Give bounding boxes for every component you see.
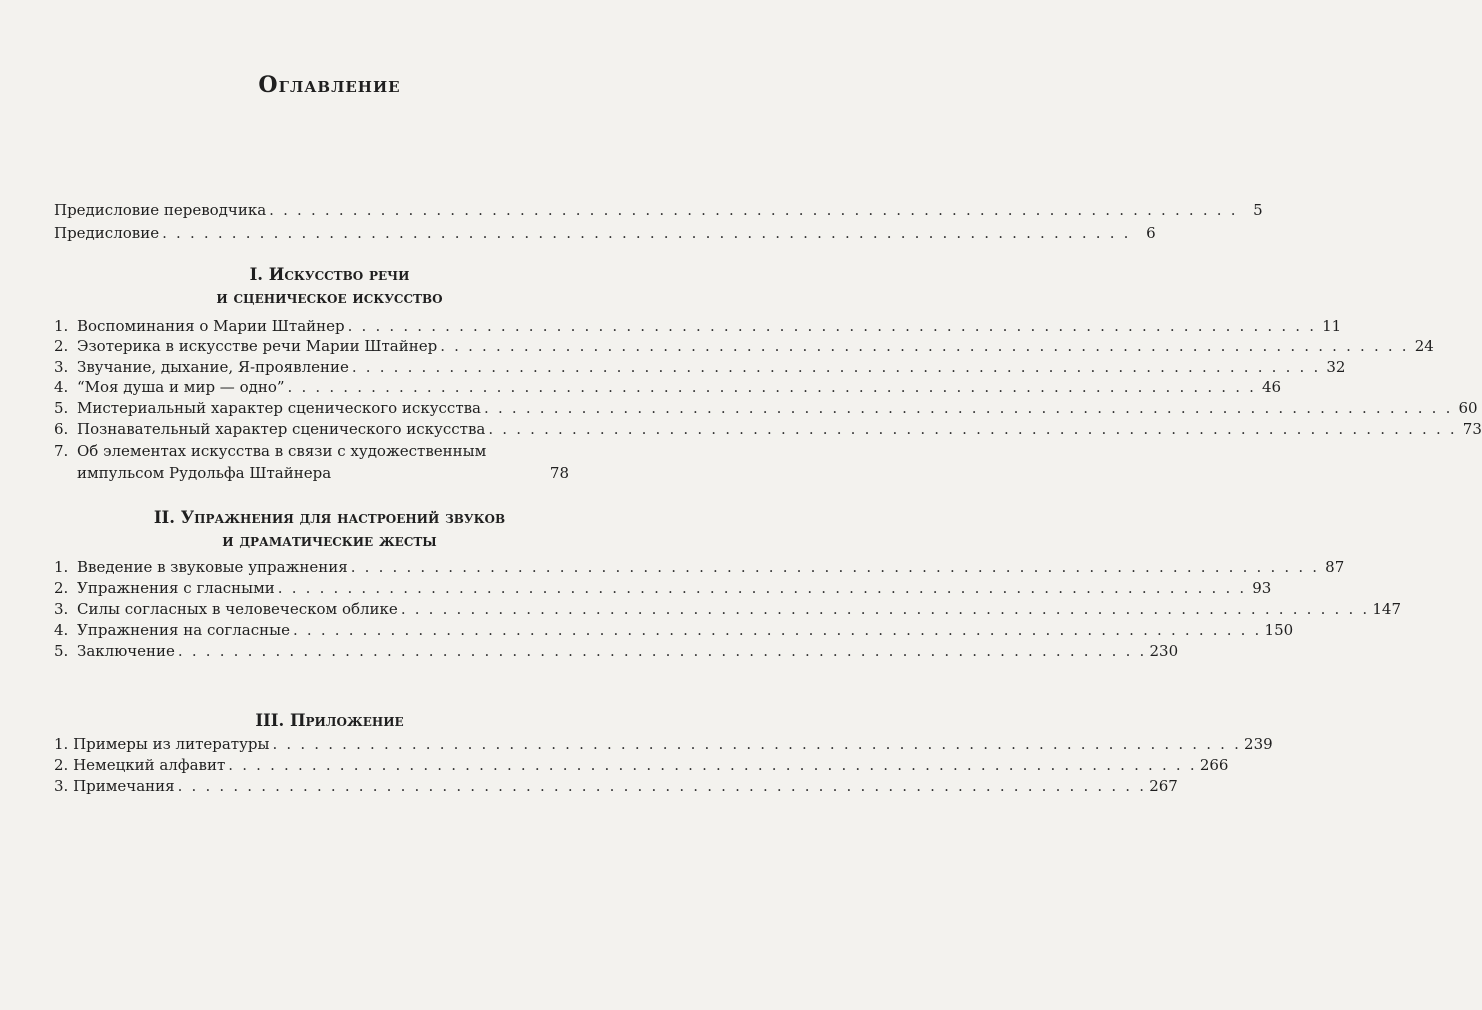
toc-entry-text: Силы согласных в человеческом облике xyxy=(77,600,398,618)
toc-entry xyxy=(54,598,1402,620)
dot-leader: . . . . . . . . . . . . . . . . . . . . . . . . . . . . . . . . . . . . . . . . . . . . . . . . . . . . . . . . . . . . . . . . . . . . . . xyxy=(484,399,1453,417)
toc-entry xyxy=(54,754,1229,776)
toc-entry-text: Упражнения на согласные xyxy=(77,621,290,639)
toc-entry xyxy=(54,440,569,484)
toc-entry xyxy=(54,376,1282,398)
section-title-line: II. Упражнения для настроений звуков xyxy=(153,508,506,527)
section-title-line: I. Искусство речи xyxy=(249,265,410,284)
dot-leader: . . . . . . . . . . . . . . . . . . . . . . . . . . . . . . . . . . . . . . . . . . . . . . . . . . . . . . . . . . . . . . . . . . . . . . xyxy=(272,735,1242,753)
toc-entry-number: 2. xyxy=(54,337,69,355)
toc-entry-text: 3. Примечания xyxy=(54,777,175,795)
toc-entry-text: Предисловие xyxy=(54,224,160,242)
toc-entry-text: Введение в звуковые упражнения xyxy=(77,558,348,576)
toc-entry-number: 1. xyxy=(54,558,69,576)
toc-entry-text: “Моя душа и мир — одно” xyxy=(77,378,285,396)
toc-page-number: 147 xyxy=(1372,600,1402,618)
toc-entry xyxy=(54,222,1156,244)
toc-entry xyxy=(54,577,1272,599)
section-title xyxy=(0,263,659,309)
toc-entry-number: 6. xyxy=(54,420,69,438)
dot-leader: . . . . . . . . . . . . . . . . . . . . . . . . . . . . . . . . . . . . . . . . . . . . . . . . . . . . . . . . . . . . . . . . . . . . . . xyxy=(287,378,1257,396)
toc-entry-text: Познавательный характер сценического искусства xyxy=(77,420,486,438)
toc-entry xyxy=(54,619,1294,641)
toc-entry-text: импульсом Рудольфа Штайнера xyxy=(77,464,332,482)
section-title-line: и драматические жесты xyxy=(222,531,437,550)
dot-leader: . . . . . . . . . . . . . . . . . . . . . . . . . . . . . . . . . . . . . . . . . . . . . . . . . . . . . . . . . . . . . . . . . . . . . . xyxy=(269,201,1238,219)
toc-entry xyxy=(54,733,1273,755)
toc-entry-number: 3. xyxy=(54,600,69,618)
toc-entry-number: 4. xyxy=(54,621,69,639)
toc-entry xyxy=(54,335,1434,357)
toc-entry-text: Звучание, дыхание, Я-проявление xyxy=(77,358,349,376)
toc-page-number: 24 xyxy=(1414,337,1434,355)
toc-entry-text: 2. Немецкий алфавит xyxy=(54,756,226,774)
dot-leader: . . . . . . . . . . . . . . . . . . . . . . . . . . . . . . . . . . . . . . . . . . . . . . . . . . . . . . . . . . . . . . . . . . . . . . xyxy=(488,420,1457,438)
toc-entry-number: 7. xyxy=(54,442,69,460)
toc-page-number: 93 xyxy=(1252,579,1272,597)
toc-entry-number: 2. xyxy=(54,579,69,597)
dot-leader: . . . . . . . . . . . . . . . . . . . . . . . . . . . . . . . . . . . . . . . . . . . . . . . . . . . . . . . . . . . . . . . . . . . . . . xyxy=(277,579,1247,597)
toc-page-number: 239 xyxy=(1244,735,1273,753)
toc-entry xyxy=(54,775,1178,797)
dot-leader: . . . . . . . . . . . . . . . . . . . . . . . . . . . . . . . . . . . . . . . . . . . . . . . . . . . . . . . . . . . . . . . . . . . . . . xyxy=(162,224,1131,242)
toc-page-number: 73 xyxy=(1462,420,1482,438)
toc-entry-text: Предисловие переводчика xyxy=(54,201,267,219)
toc-entry-number: 3. xyxy=(54,358,69,376)
toc-entry-text: Эзотерика в искусстве речи Марии Штайнер xyxy=(77,337,438,355)
toc-page-number: 60 xyxy=(1458,399,1478,417)
dot-leader: . . . . . . . . . . . . . . . . . . . . . . . . . . . . . . . . . . . . . . . . . . . . . . . . . . . . . . . . . . . . . . . . . . . . . . xyxy=(351,358,1321,376)
section-title xyxy=(0,709,659,732)
dot-leader: . . . . . . . . . . . . . . . . . . . . . . . . . . . . . . . . . . . . . . . . . . . . . . . . . . . . . . . . . . . . . . . . . . . . . . xyxy=(177,642,1147,660)
dot-leader: . . . . . . . . . . . . . . . . . . . . . . . . . . . . . . . . . . . . . . . . . . . . . . . . . . . . . . . . . . . . . . . . . . . . . . xyxy=(292,621,1262,639)
toc-page-number: 11 xyxy=(1322,317,1342,335)
toc-entry-number: 5. xyxy=(54,642,69,660)
section-title-line: и сценическое искусство xyxy=(216,288,443,307)
toc-entry xyxy=(54,418,1482,440)
toc-page-number: 5 xyxy=(1253,201,1263,219)
section-title-line: III. Приложение xyxy=(255,711,404,730)
dot-leader: . . . . . . . . . . . . . . . . . . . . . . . . . . . . . . . . . . . . . . . . . . . . . . . . . . . . . . . . . . . . . . . . . . . . . . xyxy=(177,777,1147,795)
toc-page-number: 230 xyxy=(1149,642,1179,660)
toc-page-number: 6 xyxy=(1146,224,1156,242)
dot-leader: . . . . . . . . . . . . . . . . . . . . . . . . . . . . . . . . . . . . . . . . . . . . . . . . . . . . . . . . . . . . . . . . . . . . . . xyxy=(228,756,1197,774)
toc-page-number: 78 xyxy=(549,464,569,482)
toc-entry xyxy=(54,315,1342,337)
toc-page-number: 32 xyxy=(1326,358,1346,376)
page-title: Оглавление xyxy=(258,72,401,98)
dot-leader: . . . . . . . . . . . . . . . . . . . . . . . . . . . . . . . . . . . . . . . . . . . . . . . . . . . . . . . . . . . . . . . . . . . . . . xyxy=(350,558,1320,576)
toc-entry-text: Упражнения с гласными xyxy=(77,579,275,597)
toc-page-number: 266 xyxy=(1199,756,1229,774)
toc-entry xyxy=(54,356,1346,378)
toc-entry-number: 1. xyxy=(54,317,69,335)
toc-entry-text: Воспоминания о Марии Штайнер xyxy=(77,317,345,335)
toc-entry xyxy=(54,640,1179,662)
section-title xyxy=(0,506,659,552)
toc-entry-text: Об элементах искусства в связи с художественным xyxy=(77,442,487,460)
toc-entry-text: Заключение xyxy=(77,642,175,660)
toc-page-number: 150 xyxy=(1264,621,1294,639)
dot-leader: . . . . . . . . . . . . . . . . . . . . . . . . . . . . . . . . . . . . . . . . . . . . . . . . . . . . . . . . . . . . . . . . . . . . . . xyxy=(400,600,1370,618)
toc-entry xyxy=(54,397,1478,419)
toc-page-number: 87 xyxy=(1325,558,1345,576)
toc-entry-text: Мистериальный характер сценического искусства xyxy=(77,399,482,417)
toc-entry-number: 5. xyxy=(54,399,69,417)
toc-page-number: 46 xyxy=(1262,378,1282,396)
toc-entry-number: 4. xyxy=(54,378,69,396)
toc-entry xyxy=(54,556,1345,578)
toc-entry-text: 1. Примеры из литературы xyxy=(54,735,270,753)
toc-page-number: 267 xyxy=(1149,777,1178,795)
dot-leader: . . . . . . . . . . . . . . . . . . . . . . . . . . . . . . . . . . . . . . . . . . . . . . . . . . . . . . . . . . . . . . . . . . . . . . xyxy=(440,337,1409,355)
toc-entry xyxy=(54,199,1263,221)
dot-leader: . . . . . . . . . . . . . . . . . . . . . . . . . . . . . . . . . . . . . . . . . . . . . . . . . . . . . . . . . . . . . . . . . . . . . . xyxy=(347,317,1317,335)
